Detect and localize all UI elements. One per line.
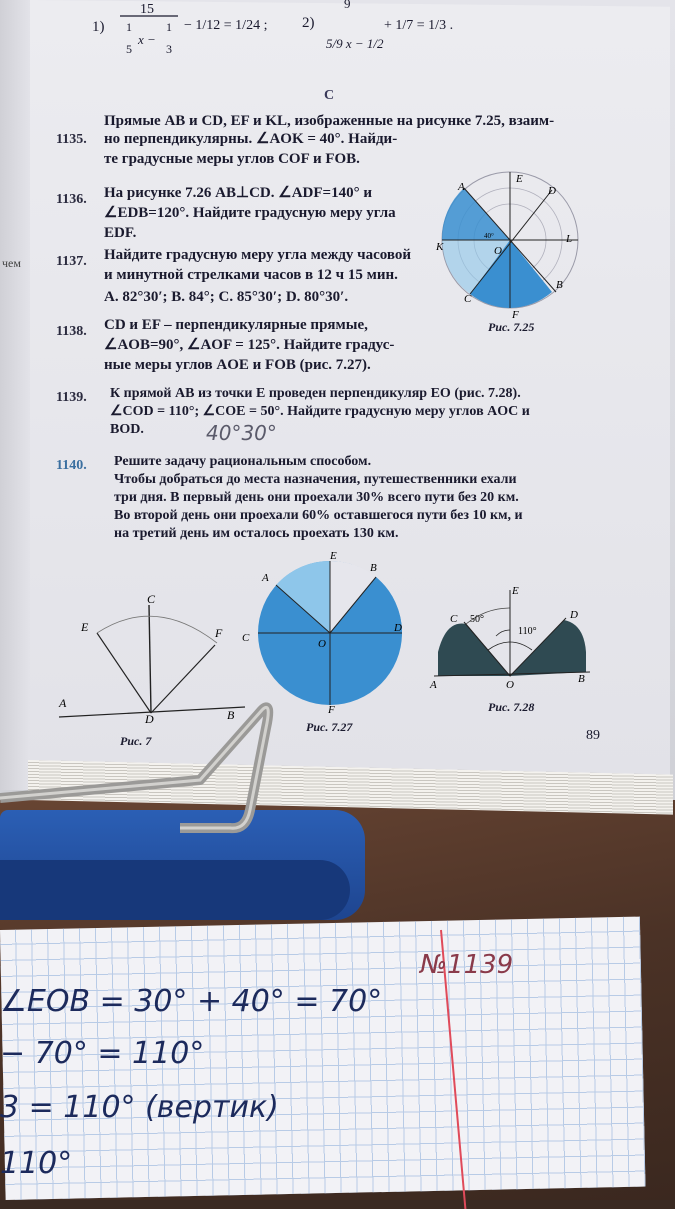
label-c: C (147, 592, 156, 606)
problem-text: те градусные меры углов COF и FOB. (104, 151, 360, 167)
label-b: B (578, 673, 585, 685)
problem-text: три дня. В первый день они проехали 30% всего пути без 20 км. (114, 490, 519, 505)
problem-1-label: 1) (92, 19, 105, 35)
answer-options: A. 82°30′; B. 84°; C. 85°30′; D. 80°30′. (104, 289, 349, 305)
figure-7-25 (432, 168, 592, 321)
angle-50: 50° (470, 614, 484, 625)
p1-den-d: 1 (166, 20, 172, 34)
label-c: C (242, 632, 250, 644)
problem-text: на третий день им осталось проехать 130 км. (114, 526, 399, 541)
book-holder-front (0, 860, 350, 920)
label-a: A (430, 679, 437, 691)
problem-number: 1139. (56, 390, 87, 405)
problem-text: Прямые AB и CD, EF и KL, изображенные на рисунке 7.25, взаим- (104, 113, 555, 129)
label-l: L (566, 233, 573, 245)
problem-text: и минутной стрелками часов в 12 ч 15 мин. (104, 267, 398, 283)
label-a: A (262, 572, 269, 584)
label-a: A (59, 696, 67, 710)
section-letter: C (324, 88, 335, 103)
margin-word: чем (2, 256, 21, 270)
label-k: K (436, 241, 444, 253)
label-d: D (570, 609, 578, 621)
label-e: E (81, 620, 89, 634)
figure-7-28 (426, 580, 596, 691)
p1-den-b: 5 (126, 42, 132, 56)
problem-text: CD и EF – перпендикулярные прямые, (104, 317, 368, 333)
handwritten-line: 3 = 110° (вертик) (0, 1090, 279, 1125)
problem-number: 1137. (56, 254, 87, 269)
problem-text: BOD. (110, 422, 144, 437)
left-page-edge (0, 0, 32, 790)
label-e: E (516, 173, 523, 185)
p1-den-a: 1 (126, 20, 132, 34)
label-e: E (512, 585, 519, 597)
p1-rest: − 1/12 = 1/24 ; (184, 18, 268, 33)
handwritten-line: 110° (0, 1146, 73, 1181)
page-number: 89 (586, 728, 600, 743)
label-f: F (328, 704, 335, 716)
problem-text: На рисунке 7.26 AB⊥CD. ∠ADF=140° и (104, 185, 372, 201)
caption-7-27: Рис. 7.27 (306, 720, 353, 734)
caption-7-26: Рис. 7 (120, 734, 152, 748)
label-b: B (556, 279, 563, 291)
problem-1-numerator: 15 (140, 2, 154, 17)
problem-text: Во второй день они проехали 60% оставшегося пути без 10 км, и (114, 508, 523, 523)
problem-text: Найдите градусную меру угла между часовой (104, 247, 412, 263)
label-d: D (145, 712, 154, 726)
problem-text: ∠AOB=90°, ∠AOF = 125°. Найдите градус- (104, 337, 395, 353)
pencil-note: 40°30° (206, 421, 277, 445)
angle-110: 110° (518, 626, 537, 637)
problem-number: 1136. (56, 192, 87, 207)
label-o: O (494, 245, 502, 257)
label-f: F (512, 309, 519, 321)
problem-2-label: 2) (302, 15, 315, 31)
problem-number: 1140. (56, 458, 87, 473)
problem-text: Решите задачу рациональным способом. (114, 454, 372, 469)
p2-rest: + 1/7 = 1/3 . (384, 18, 454, 33)
problem-2-numerator: 9 (344, 0, 351, 11)
label-o: O (318, 638, 326, 650)
problem-text: К прямой AB из точки E проведен перпендикуляр EO (рис. 7.28). (110, 386, 521, 401)
wire-stand (0, 680, 290, 840)
problem-text: Чтобы добраться до места назначения, путешественники ехали (114, 472, 517, 487)
problem-text: но перпендикулярны. ∠AOK = 40°. Найди- (104, 131, 398, 147)
label-b: B (370, 562, 377, 574)
caption-7-28: Рис. 7.28 (488, 700, 535, 714)
sector-aoc (438, 624, 510, 676)
handwritten-line: − 70° = 110° (0, 1036, 205, 1071)
label-b: B (227, 708, 235, 722)
angle-40: 40° (484, 232, 494, 240)
label-f: F (215, 626, 223, 640)
problem-number: 1135. (56, 132, 87, 147)
label-e: E (330, 550, 337, 562)
problem-text: ные меры углов AOE и FOB (рис. 7.27). (104, 357, 371, 373)
handwritten-header: №1139 (420, 950, 514, 980)
handwritten-line: ∠EOB = 30° + 40° = 70° (0, 984, 383, 1019)
problem-number: 1138. (56, 324, 87, 339)
label-d: D (394, 622, 402, 634)
p1-den-c: x − (138, 32, 156, 47)
problem-text: EDF. (104, 225, 137, 241)
label-a: A (458, 181, 465, 193)
problem-text: ∠EDB=120°. Найдите градусную меру угла (104, 205, 396, 221)
label-d: D (548, 185, 556, 197)
caption-7-25: Рис. 7.25 (488, 320, 535, 334)
label-c: C (450, 613, 458, 625)
problem-2-denominator: 5/9 x − 1/2 (326, 36, 384, 51)
label-c: C (464, 293, 472, 305)
problem-text: ∠COD = 110°; ∠COE = 50°. Найдите градусную меру углов AOC и (110, 404, 530, 419)
p1-den-e: 3 (166, 42, 172, 56)
sector-aok (442, 188, 510, 240)
label-o: O (506, 679, 514, 691)
